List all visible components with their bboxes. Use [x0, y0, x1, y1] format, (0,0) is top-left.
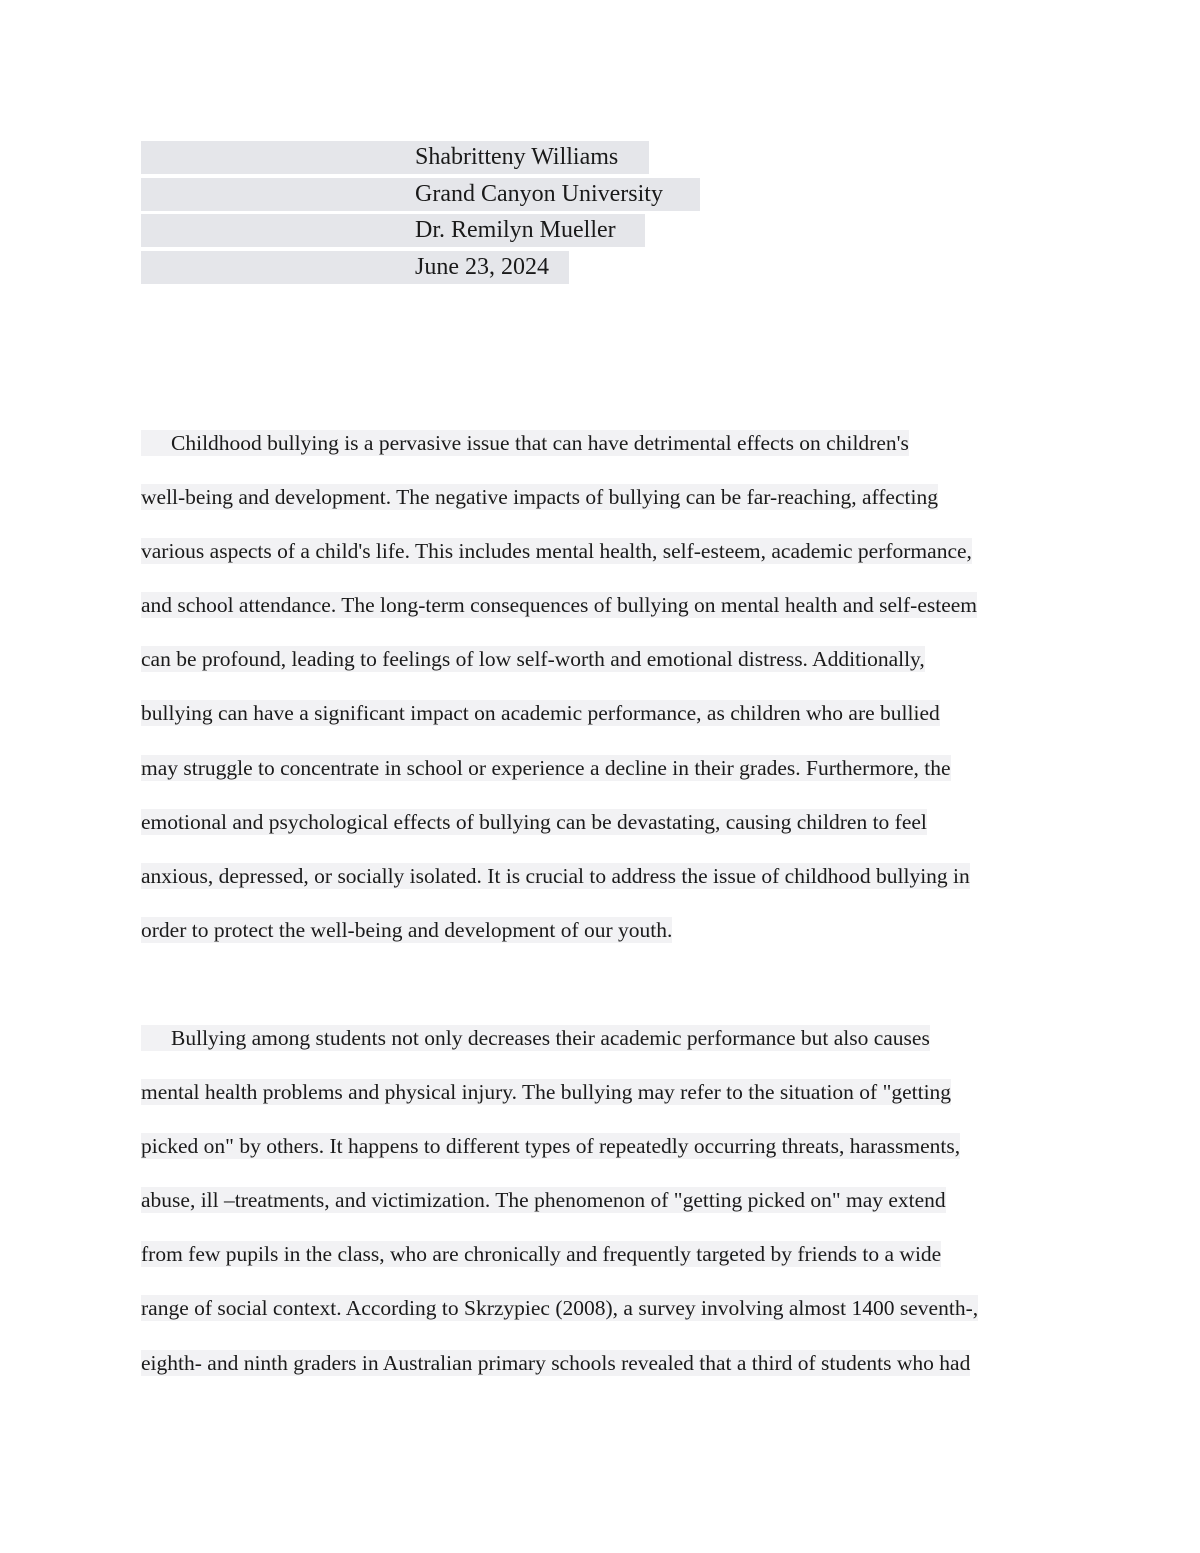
line-text: from few pupils in the class, who are chronically and frequently targeted by friends to a wide: [141, 1242, 942, 1267]
paragraph-line: [141, 1237, 1071, 1291]
paragraph-line: [141, 1021, 1071, 1075]
line-text: mental health problems and physical injury. The bullying may refer to the situation of "getting: [141, 1080, 952, 1105]
paragraph-line: [141, 859, 1071, 913]
paragraph-line: [141, 751, 1071, 805]
paragraph-line: [141, 1346, 1071, 1400]
line-text: well-being and development. The negative impacts of bullying can be far-reaching, affecting: [141, 485, 938, 510]
paragraph-line: [141, 1129, 1071, 1183]
paragraph-line: [141, 913, 1071, 967]
date-line: [141, 251, 841, 284]
document-date: June 23, 2024: [415, 253, 549, 280]
line-text: abuse, ill –treatments, and victimization. The phenomenon of "getting picked on" may extend: [141, 1188, 946, 1213]
body-paragraph: [141, 1021, 1071, 1400]
line-text: various aspects of a child's life. This includes mental health, self-esteem, academic performance,: [141, 539, 972, 564]
paragraph-line: [141, 588, 1071, 642]
paragraph-line: [141, 534, 1071, 588]
line-text: Bullying among students not only decreases their academic performance but also causes: [171, 1026, 930, 1050]
line-text: picked on" by others. It happens to different types of repeatedly occurring threats, harassments,: [141, 1134, 961, 1159]
institution-line: [141, 178, 841, 211]
paragraph-line: [141, 1183, 1071, 1237]
line-text: can be profound, leading to feelings of low self-worth and emotional distress. Additionally,: [141, 647, 925, 672]
line-text: Childhood bullying is a pervasive issue that can have detrimental effects on children's: [171, 431, 909, 455]
line-text: bullying can have a significant impact on academic performance, as children who are bullied: [141, 701, 940, 726]
paragraph-line: [141, 1075, 1071, 1129]
paragraph-line: [141, 1291, 1071, 1345]
paragraph-line: [141, 642, 1071, 696]
author-name-line: [141, 141, 841, 174]
line-text: anxious, depressed, or socially isolated. It is crucial to address the issue of childhood bullying in: [141, 863, 970, 888]
paragraph-line: [141, 426, 1071, 480]
institution-name: Grand Canyon University: [415, 180, 663, 207]
line-text: order to protect the well-being and development of our youth.: [141, 917, 673, 942]
author-name: Shabritteny Williams: [415, 144, 619, 170]
instructor-line: [141, 214, 841, 247]
line-text: eighth- and ninth graders in Australian primary schools revealed that a third of students who had: [141, 1350, 971, 1375]
line-text: may struggle to concentrate in school or experience a decline in their grades. Furthermore, the: [141, 755, 951, 780]
paragraph-line: [141, 480, 1071, 534]
title-block: [141, 141, 841, 287]
paragraph-line: [141, 696, 1071, 750]
line-text: range of social context. According to Skrzypiec (2008), a survey involving almost 1400 seventh-,: [141, 1296, 979, 1321]
line-text: and school attendance. The long-term consequences of bullying on mental health and self-esteem: [141, 593, 978, 618]
line-text: emotional and psychological effects of bullying can be devastating, causing children to feel: [141, 809, 927, 834]
body-paragraph: [141, 426, 1071, 967]
paragraph-line: [141, 805, 1071, 859]
instructor-name: Dr. Remilyn Mueller: [415, 217, 616, 243]
